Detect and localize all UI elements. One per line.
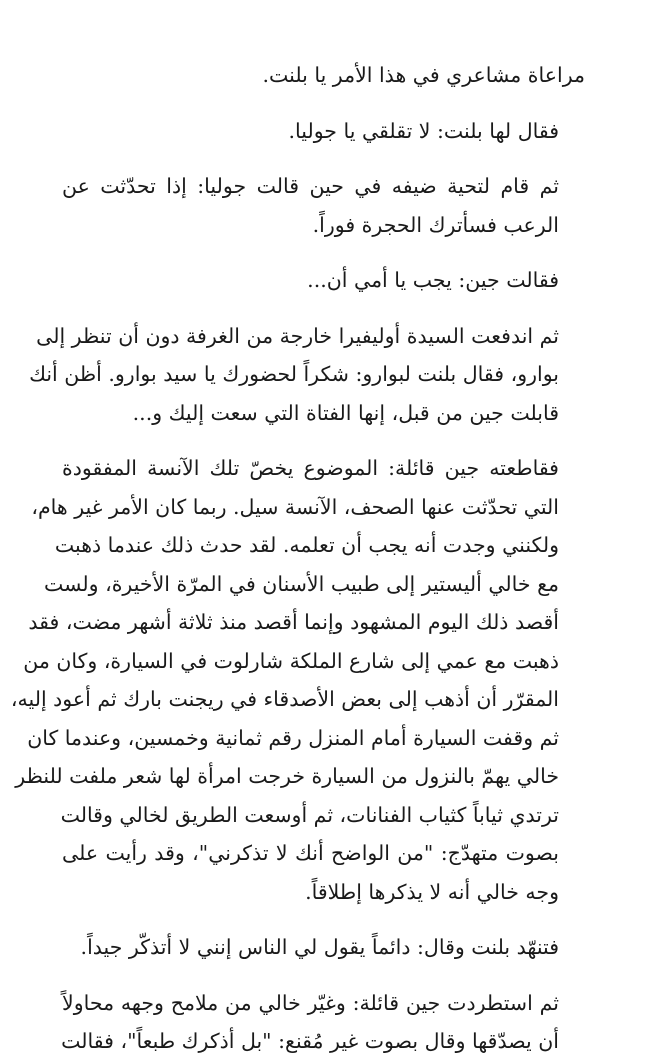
paragraph	[29, 317, 585, 433]
text-line: ولكنني وجدت أنه يجب أن تعلمه. لقد حدث ذلك عندما ذهبت	[54, 533, 559, 557]
text-line: ثم اندفعت السيدة أوليفيرا خارجة من الغرفة دون أن تنظر إلى	[36, 323, 559, 348]
text-line: ذهبت مع عمي إلى شارع الملكة شارلوت في السيارة، وكان من	[23, 648, 559, 673]
paragraph	[62, 56, 585, 95]
paragraph	[62, 261, 585, 300]
text-line: أن يصدّقها وقال بصوت غير مُقنع: "بل أذكرك طبعاً"، فقالت	[61, 1029, 559, 1053]
text-line: قابلت جين من قبل، إنها الفتاة التي سعت إليك و...	[132, 400, 559, 425]
text-line: بصوت متهدّج: "من الواضح أنك لا تذكرني"، وقد رأيت على	[62, 841, 559, 865]
text-line: مع خالي أليستير إلى طبيب الأسنان في المرّة الأخيرة، ولست	[44, 571, 559, 596]
paragraph	[62, 984, 585, 1061]
paragraph	[62, 167, 585, 244]
text-line: ثم استطردت جين قائلة: وغيّر خالي من ملامح وجهه محاولاً	[62, 990, 559, 1015]
paragraph	[62, 928, 585, 967]
text-line: ثم قام لتحية ضيفه في حين قالت جوليا: إذا تحدّثت عن	[62, 174, 559, 198]
text-line: التي تحدّثت عنها الصحف، الآنسة سيل. ربما كان الأمر غير هام،	[31, 494, 559, 519]
text-line: أقصد ذلك اليوم المشهود وإنما أقصد منذ ثلاثة أشهر مضت، فقد	[28, 610, 559, 634]
text-line: فقال لها بلنت: لا تقلقي يا جوليا.	[288, 118, 559, 143]
text-line: ترتدي ثياباً كثياب الفنانات، ثم أوسعت الطريق لخالي وقالت	[60, 802, 559, 827]
text-line: خالي يهمّ بالنزول من السيارة خرجت امرأة لها شعر ملفت للنظر	[15, 764, 559, 788]
paragraph	[10, 449, 585, 911]
text-line: وجه خالي أنه لا يذكرها إطلاقاً.	[305, 879, 559, 904]
text-line: المقرّر أن أذهب إلى بعض الأصدقاء في ريجنت بارك ثم أعود إليه،	[10, 687, 559, 711]
text-line: بوارو، فقال بلنت لبوارو: شكراً لحضورك يا سيد بوارو. أظن أنك	[29, 362, 559, 386]
paragraph	[62, 112, 585, 151]
text-line: مراعاة مشاعري في هذا الأمر يا بلنت.	[262, 63, 585, 87]
text-line: فتنهّد بلنت وقال: دائماً يقول لي الناس إنني لا أتذكّر جيداً.	[80, 935, 559, 959]
text-line: ثم وقفت السيارة أمام المنزل رقم ثمانية وخمسين، وعندما كان	[27, 725, 559, 750]
text-line: الرعب فسأترك الحجرة فوراً.	[312, 212, 559, 237]
text-line: فقاطعته جين قائلة: الموضوع يخصّ تلك الآنسة المفقودة	[62, 456, 559, 480]
text-line: فقالت جين: يجب يا أمي أن...	[307, 268, 559, 292]
